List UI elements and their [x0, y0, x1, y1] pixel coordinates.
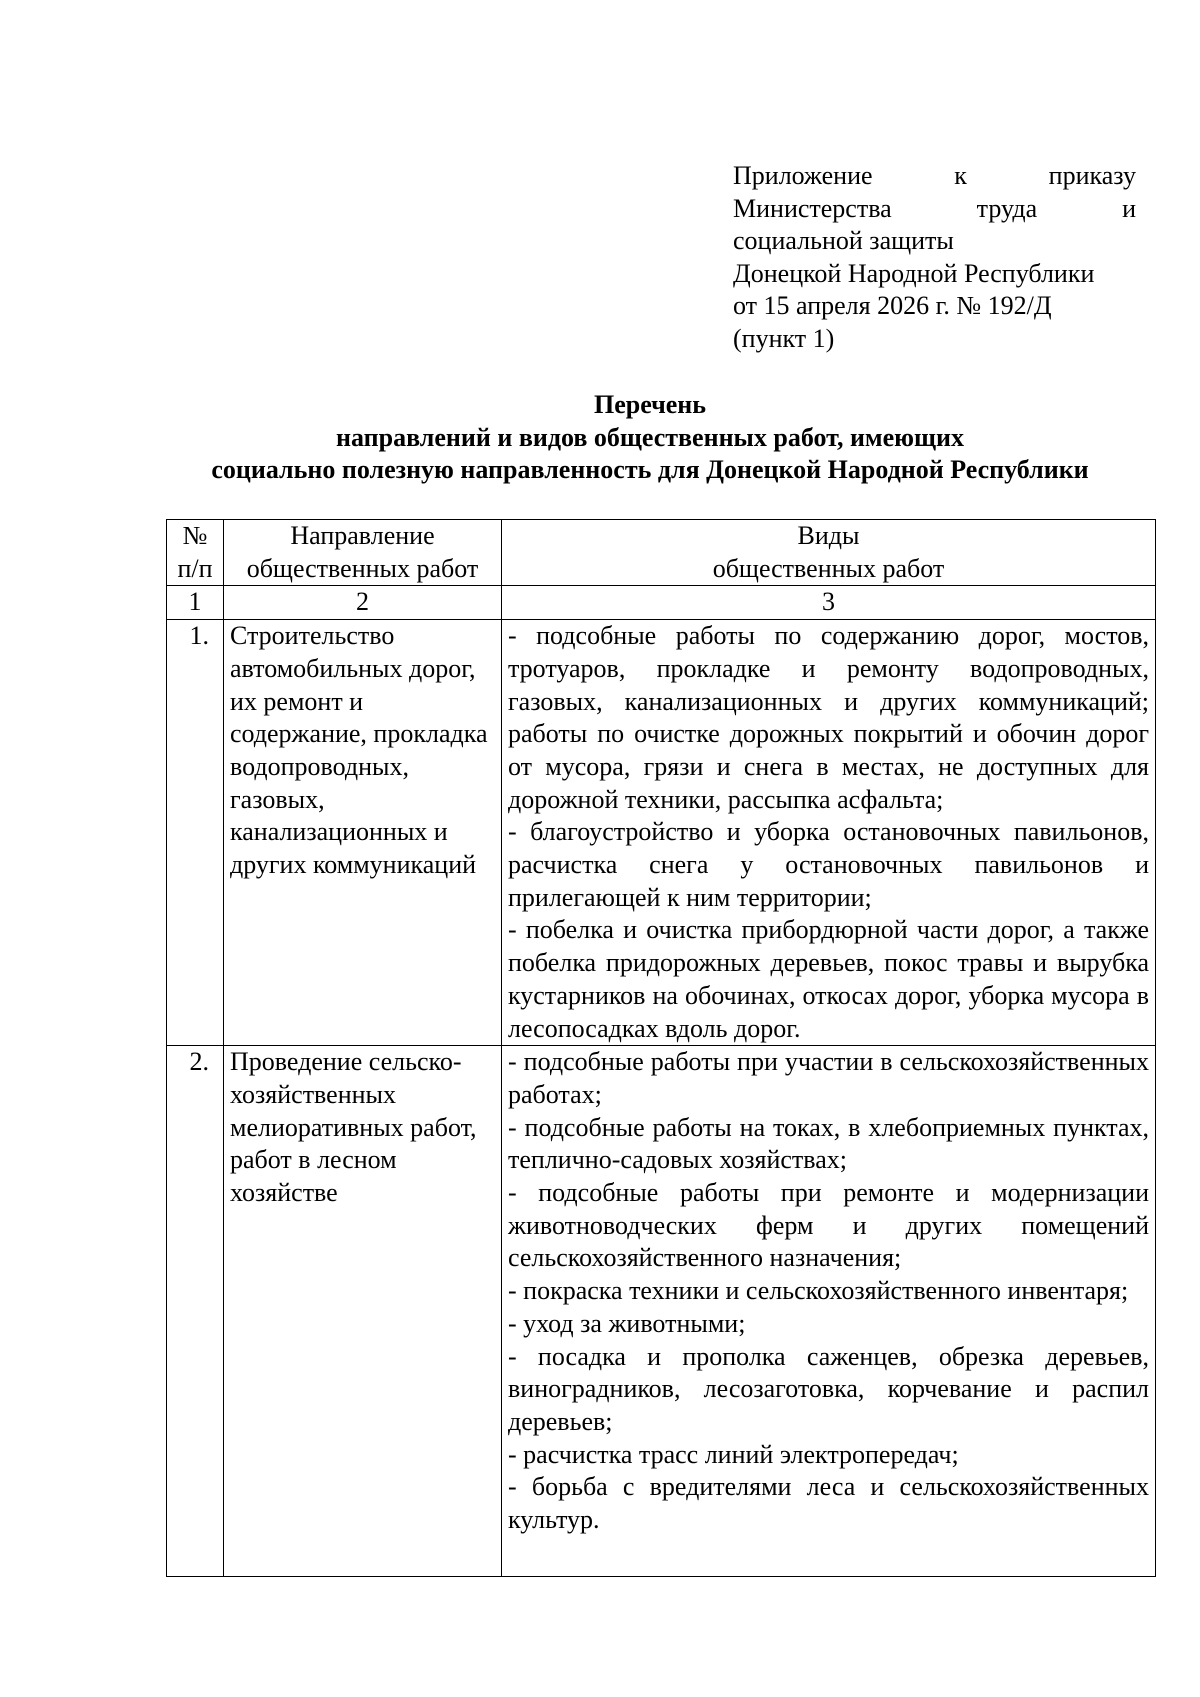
- work-item: - побелка и очистка прибордюрной части дорог, а также побелка придорожных деревьев, покос травы и вырубка кустарников на обочинах, откосах дорог, уборка мусора в лесопосадках вдоль дорог.: [508, 915, 1149, 1043]
- work-item: - покраска техники и сельскохозяйственного инвентаря;: [508, 1276, 1129, 1306]
- column-index-cell: 2: [224, 586, 502, 620]
- row-types: [502, 1046, 1156, 1577]
- work-item: - подсобные работы по содержанию дорог, мостов, тротуаров, прокладке и ремонту водопроводных, газовых, канализационных и других коммуникаций; работы по очистке дорожных покрытий и обочин дорог от мусора, грязи и снега в местах, не доступных для дорожной техники, рассыпка асфальта;: [508, 621, 1149, 814]
- title-line: направлений и видов общественных работ, имеющих: [336, 422, 964, 452]
- work-item: - подсобные работы на токах, в хлебоприемных пунктах, теплично-садовых хозяйствах;: [508, 1112, 1149, 1175]
- appendix-line: социальной защиты: [733, 226, 954, 255]
- header-number: [167, 520, 224, 586]
- header-text: общественных работ: [712, 553, 945, 583]
- appendix-line: (пункт 1): [733, 323, 835, 353]
- row-number: 1.: [167, 620, 224, 1046]
- title-line: социально полезную направленность для Донецкой Народной Республики: [211, 455, 1089, 484]
- title-line: Перечень: [593, 390, 707, 419]
- appendix-line: Донецкой Народной Республики: [733, 258, 1095, 288]
- document-title: [150, 389, 1150, 487]
- header-text: п/п: [177, 553, 213, 583]
- appendix-block: [733, 160, 1136, 355]
- column-index-cell: 1: [167, 586, 224, 620]
- work-item: - посадка и прополка саженцев, обрезка деревьев, виноградников, лесозаготовка, корчевание и распил деревьев;: [508, 1341, 1149, 1436]
- work-item: - борьба с вредителями леса и сельскохозяйственных культур.: [508, 1472, 1149, 1535]
- table-header-row: [167, 520, 1156, 586]
- header-text: Направление: [290, 521, 435, 550]
- header-text: общественных работ: [246, 553, 479, 583]
- work-item: - подсобные работы при ремонте и модернизации животноводческих ферм и других помещений сельскохозяйственного назначения;: [508, 1178, 1149, 1273]
- work-item: - благоустройство и уборка остановочных павильонов, расчистка снега у остановочных павильонов и прилегающей к ним территории;: [508, 817, 1149, 912]
- column-index-cell: 3: [502, 586, 1156, 620]
- work-item: - расчистка трасс линий электропередач;: [508, 1439, 959, 1469]
- table-row: [167, 1046, 1156, 1577]
- row-types: [502, 620, 1156, 1046]
- header-text: Виды: [797, 521, 860, 550]
- header-types: [502, 520, 1156, 586]
- public-works-table: [166, 519, 1156, 1577]
- appendix-line: от 15 апреля 2026 г. № 192/Д: [733, 291, 1052, 320]
- work-item: - подсобные работы при участии в сельскохозяйственных работах;: [508, 1047, 1149, 1109]
- header-text: №: [182, 521, 208, 550]
- header-direction: [224, 520, 502, 586]
- column-index-row: [167, 586, 1156, 620]
- work-item: - уход за животными;: [508, 1308, 746, 1338]
- table-row: [167, 620, 1156, 1046]
- appendix-line: Приложение к приказу: [733, 161, 1136, 190]
- row-direction: Строительство автомобильных дорог, их ремонт и содержание, прокладка водопроводных, газовых, канализационных и других коммуникаций: [224, 620, 502, 1046]
- appendix-line: Министерства труда и: [733, 193, 1136, 223]
- row-direction: Проведение сельско-хозяйственных мелиоративных работ, работ в лесном хозяйстве: [224, 1046, 502, 1577]
- row-number: 2.: [167, 1046, 224, 1577]
